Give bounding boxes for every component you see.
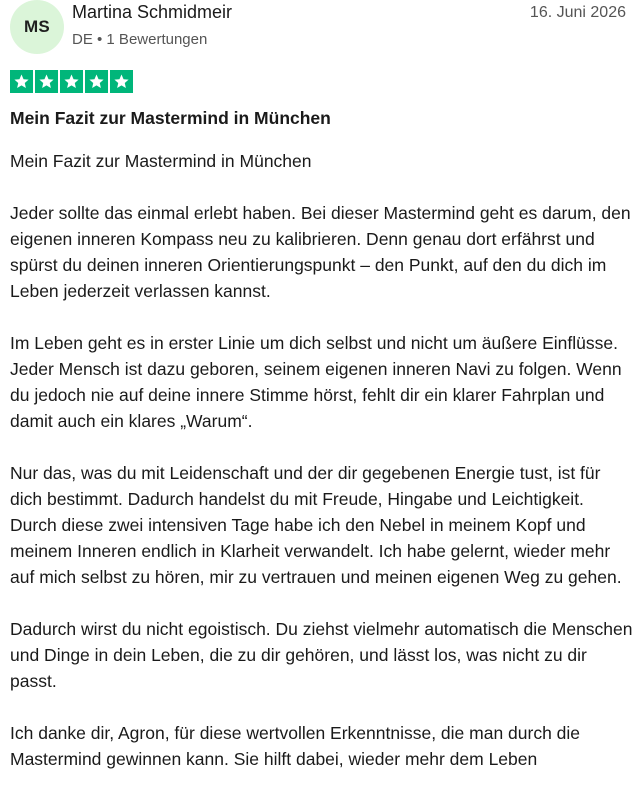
avatar[interactable]: MS (10, 0, 64, 54)
review-paragraph: Dadurch wirst du nicht egoistisch. Du ziehst vielmehr automatisch die Menschen und Dinge in dein Leben, die zu dir gehören, und lässt los, was nicht zu dir passt. (10, 619, 633, 691)
star-icon (110, 70, 133, 93)
review-paragraph: Jeder sollte das einmal erlebt haben. Bei dieser Mastermind geht es darum, den eigenen inneren Kompass neu zu kalibrieren. Denn genau dort erfährst und spürst du deinen inneren Orientierungspunkt – den Punkt, auf den du dich im Leben jederzeit verlassen kannst. (10, 203, 631, 301)
star-icon (85, 70, 108, 93)
star-icon (10, 70, 33, 93)
star-icon (35, 70, 58, 93)
review-paragraph: Nur das, was du mit Leidenschaft und der dir gegebenen Energie tust, ist für dich bestimmt. Dadurch handelst du mit Freude, Hingabe und Leichtigkeit. Durch diese zwei intensiven Tage habe ich den Nebel in meinem Kopf und meinem Inneren endlich in Klarheit verwandelt. Ich habe gelernt, wieder mehr auf mich selbst zu hören, mir zu vertrauen und meinen eigenen Weg zu gehen. (10, 463, 622, 587)
author-meta: DE • 1 Bewertungen (72, 31, 208, 48)
star-rating (10, 70, 133, 93)
review-body (10, 148, 634, 798)
star-icon (60, 70, 83, 93)
review-paragraph: Im Leben geht es in erster Linie um dich selbst und nicht um äußere Einflüsse. Jeder Mensch ist dazu geboren, seinem eigenen inneren Navi zu folgen. Wenn du jedoch nie auf deine innere Stimme hörst, fehlt dir ein klarer Fahrplan und damit auch ein klares „Warum“. (10, 333, 622, 431)
review-paragraph: Ich danke dir, Agron, für diese wertvollen Erkenntnisse, die man durch die Mastermind gewinnen kann. Sie hilft dabei, wieder mehr dem Leben (10, 723, 581, 769)
review-date: 16. Juni 2026 (529, 4, 626, 21)
review-paragraph: Mein Fazit zur Mastermind in München (10, 151, 312, 171)
review-title[interactable]: Mein Fazit zur Mastermind in München (10, 108, 331, 128)
author-name[interactable]: Martina Schmidmeir (72, 2, 233, 22)
